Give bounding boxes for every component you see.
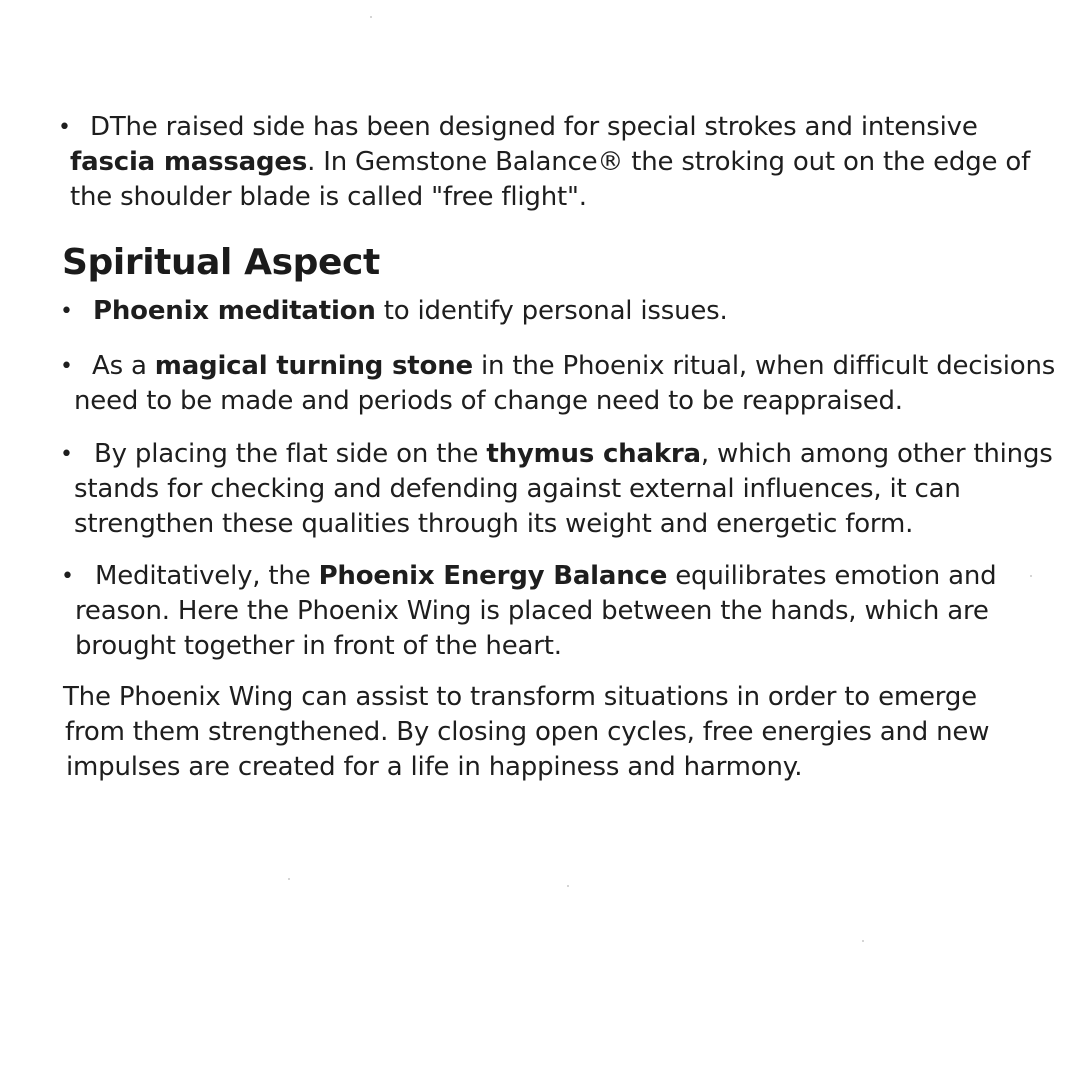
item-text: , which among other things bbox=[700, 439, 1053, 469]
list-item bbox=[61, 559, 996, 664]
item-text: Meditatively, the bbox=[95, 561, 319, 591]
list-item bbox=[60, 294, 728, 329]
scan-speck bbox=[288, 878, 290, 880]
bullet-glyph: • bbox=[60, 354, 73, 379]
closing-line-2: from them strengthened. By closing open cycles, free energies and new bbox=[65, 717, 990, 747]
item-bold-term: Phoenix Energy Balance bbox=[318, 561, 668, 591]
intro-line-3: the shoulder blade is called "free flight". bbox=[70, 182, 587, 212]
list-item bbox=[60, 437, 1053, 542]
item-bold-term: Phoenix meditation bbox=[93, 296, 376, 326]
item-text-line-2: stands for checking and defending against external influences, it can bbox=[74, 474, 961, 504]
item-text: in the Phoenix ritual, when difficult decisions bbox=[472, 351, 1056, 381]
intro-bold-term: fascia massages bbox=[70, 147, 308, 177]
item-bold-term: magical turning stone bbox=[154, 351, 473, 381]
item-text-line-2: need to be made and periods of change need to be reappraised. bbox=[74, 386, 903, 416]
scan-speck bbox=[862, 940, 864, 942]
item-bold-term: thymus chakra bbox=[486, 439, 701, 469]
item-text-line-3: brought together in front of the heart. bbox=[75, 631, 562, 661]
intro-line-2: . In Gemstone Balance® the stroking out on the edge of bbox=[307, 147, 1031, 177]
closing-line-1: The Phoenix Wing can assist to transform situations in order to emerge bbox=[63, 682, 977, 712]
bullet-glyph: • bbox=[61, 564, 74, 589]
bullet-glyph: • bbox=[60, 299, 73, 324]
item-text: As a bbox=[92, 351, 155, 381]
section-heading: Spiritual Aspect bbox=[62, 242, 380, 283]
bullet-glyph: • bbox=[58, 115, 71, 140]
bullet-glyph: • bbox=[60, 442, 73, 467]
item-text: By placing the flat side on the bbox=[94, 439, 487, 469]
item-text: to identify personal issues. bbox=[375, 296, 728, 326]
intro-bullet-item bbox=[58, 110, 1030, 215]
closing-paragraph bbox=[63, 680, 989, 785]
closing-line-3: impulses are created for a life in happiness and harmony. bbox=[66, 752, 803, 782]
item-text-line-3: strengthen these qualities through its weight and energetic form. bbox=[74, 509, 914, 539]
list-item bbox=[60, 349, 1055, 419]
item-text: equilibrates emotion and bbox=[667, 561, 997, 591]
scan-speck bbox=[1030, 575, 1032, 577]
item-text-line-2: reason. Here the Phoenix Wing is placed between the hands, which are bbox=[75, 596, 989, 626]
intro-line-1: DThe raised side has been designed for special strokes and intensive bbox=[90, 112, 978, 142]
scan-speck bbox=[370, 16, 372, 18]
scan-speck bbox=[567, 885, 569, 887]
